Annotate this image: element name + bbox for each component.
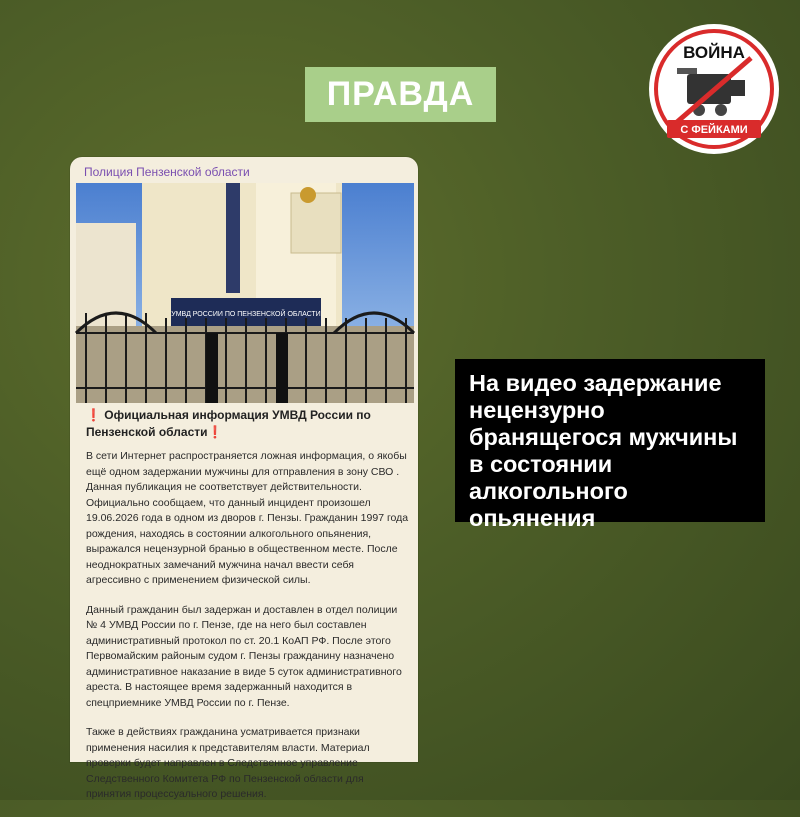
post-paragraph: Данный гражданин был задержан и доставлен в отдел полиции № 4 УМВД России по г. Пензе, где на него был составлен административный протокол по ст. 20.1 КоАП РФ. После этого Первомайским районым судом г. Пензы гражданину назначено административное наказание в виде 5 суток административного ареста. В настоящее время задержанный находится в спецприемнике УМВД России по г. Пензе. [86, 603, 402, 709]
post-body [86, 449, 410, 817]
caption-box: На видео задержание нецензурно бранящегося мужчины в состоянии алкогольного опьянения [455, 359, 765, 522]
logo-bottom-text: С ФЕЙКАМИ [680, 124, 748, 136]
war-on-fakes-logo [647, 22, 781, 156]
post-paragraph: В сети Интернет распространяется ложная информация, о якобы ещё одном задержании мужчины для отправления в зону СВО . Данная публикация не соответствует действительности. Официально сообщаем, что данный инцидент произошел 19.06.2026 года в одном из дворов г. Пензы. Гражданин 1997 года рождения, находясь в состоянии алкогольного опьянения, выражался нецензурной бранью в общественном месте. После неоднократных замечаний мужчина начал ввести себя агрессивно с применением физической силы. [86, 450, 409, 586]
post-title: ❗ Официальная информация УМВД России по Пензенской области❗ [86, 408, 371, 439]
police-building-photo [76, 183, 414, 403]
building-sign: УМВД РОССИИ ПО ПЕНЗЕНСКОЙ ОБЛАСТИ [171, 311, 321, 318]
channel-name[interactable]: Полиция Пензенской области [84, 165, 250, 179]
post-paragraph: Также в действиях гражданина усматривается признаки применения насилия к представителям власти. Материал проверки будет направлен в Следственное управление Следственного Комитета РФ по Пензенской области для принятия процессуального решения. [86, 726, 370, 800]
telegram-post [70, 157, 418, 800]
verdict-badge: ПРАВДА [305, 67, 496, 122]
logo-top-text: ВОЙНА [683, 43, 745, 62]
